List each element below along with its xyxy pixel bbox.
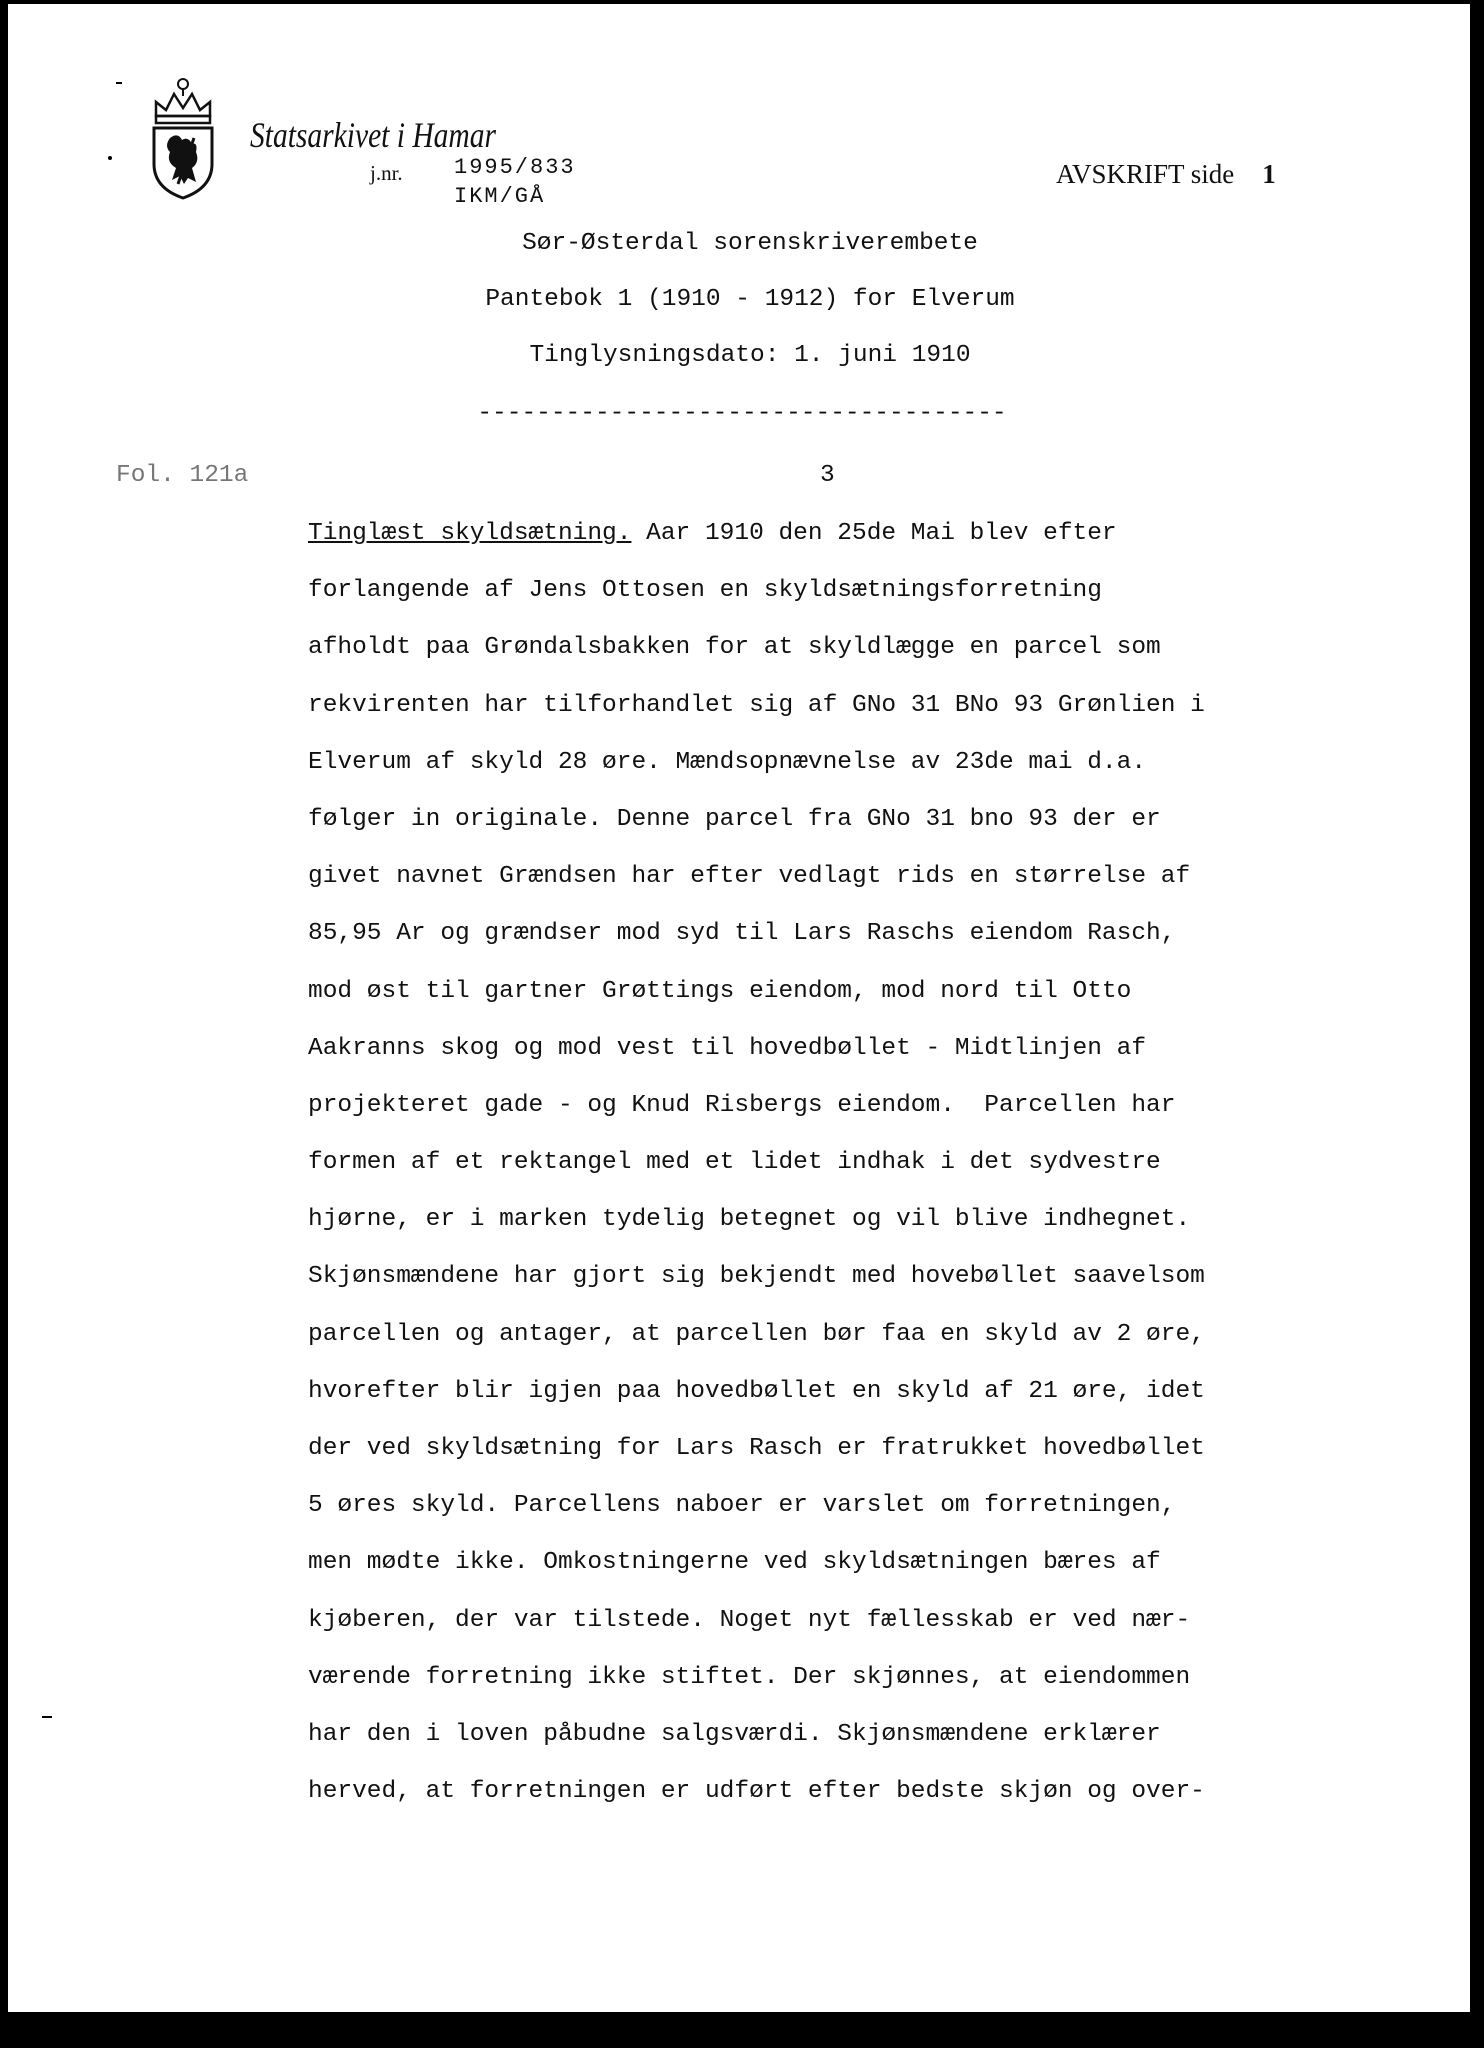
body-line: parcellen og antager, at parcellen bør faa en skyld av 2 øre,: [308, 1320, 1205, 1348]
body-line: 85,95 Ar og grændser mod syd til Lars Raschs eiendom Rasch,: [308, 920, 1176, 948]
body-line: projekteret gade - og Knud Risbergs eiendom. Parcellen har: [308, 1091, 1176, 1119]
body-line: herved, at forretningen er udført efter bedste skjøn og over-: [308, 1778, 1205, 1806]
separator-line: ------------------------------------: [477, 400, 1007, 427]
margin-mark: [42, 1716, 52, 1718]
body-line: der ved skyldsætning for Lars Rasch er fratrukket hovedbøllet: [308, 1435, 1205, 1462]
journal-number-label: j.nr.: [370, 161, 403, 185]
body-line: forlangende af Jens Ottosen en skyldsætningsforretning: [308, 577, 1102, 605]
entry-heading: Tinglæst skyldsætning.: [308, 520, 632, 547]
registration-date: Tinglysningsdato: 1. juni 1910: [529, 342, 971, 369]
body-line: værende forretning ikke stiftet. Der skjønnes, at eiendommen: [308, 1663, 1191, 1691]
archive-name: Statsarkivet i Hamar: [250, 115, 496, 155]
page-number: 1: [1262, 159, 1276, 189]
entry-body: [308, 517, 1368, 1832]
scan-speck: [108, 156, 112, 160]
body-line: 5 øres skyld. Parcellens naboer er varslet om forretningen,: [308, 1492, 1176, 1520]
entry-number: 3: [820, 462, 835, 489]
scan-speck: [116, 82, 122, 84]
body-line: formen af et rektangel med et lidet indhak i det sydvestre: [308, 1149, 1161, 1177]
body-line: [308, 517, 1368, 574]
body-line-text: Aar 1910 den 25de Mai blev efter: [631, 520, 1117, 547]
norwegian-coat-of-arms-icon: [148, 72, 218, 202]
journal-initials: IKM/GÅ: [454, 184, 546, 209]
folio-reference: Fol. 121a: [116, 462, 249, 489]
transcript-page-label: [1056, 159, 1276, 190]
book-title: Pantebok 1 (1910 - 1912) for Elverum: [485, 286, 1015, 313]
document-page: [8, 4, 1470, 2012]
avskrift-label: AVSKRIFT side: [1056, 159, 1235, 189]
body-line: mod øst til gartner Grøttings eiendom, mod nord til Otto: [308, 977, 1132, 1005]
body-line: følger in originale. Denne parcel fra GNo 31 bno 93 der er: [308, 805, 1161, 833]
body-line: Skjønsmændene har gjort sig bekjendt med hovebøllet saavelsom: [308, 1263, 1205, 1291]
body-line: har den i loven påbudne salgsværdi. Skjønsmændene erklærer: [308, 1720, 1161, 1748]
body-line: afholdt paa Grøndalsbakken for at skyldlægge en parcel som: [308, 634, 1161, 662]
journal-number: 1995/833: [454, 155, 576, 180]
body-line: givet navnet Grændsen har efter vedlagt rids en størrelse af: [308, 863, 1191, 891]
body-line: hjørne, er i marken tydelig betegnet og vil blive indhegnet.: [308, 1206, 1191, 1234]
body-line: rekvirenten har tilforhandlet sig af GNo 31 BNo 93 Grønlien i: [308, 691, 1205, 719]
body-line: Aakranns skog og mod vest til hovedbøllet - Midtlinjen af: [308, 1034, 1147, 1062]
body-line: Elverum af skyld 28 øre. Mændsopnævnelse av 23de mai d.a.: [308, 748, 1147, 776]
body-line: kjøberen, der var tilstede. Noget nyt fællesskab er ved nær-: [308, 1606, 1191, 1634]
office-title: Sør-Østerdal sorenskriverembete: [522, 230, 978, 257]
body-line: hvorefter blir igjen paa hovedbøllet en skyld af 21 øre, idet: [308, 1377, 1205, 1405]
body-line: men mødte ikke. Omkostningerne ved skyldsætningen bæres af: [308, 1549, 1161, 1577]
